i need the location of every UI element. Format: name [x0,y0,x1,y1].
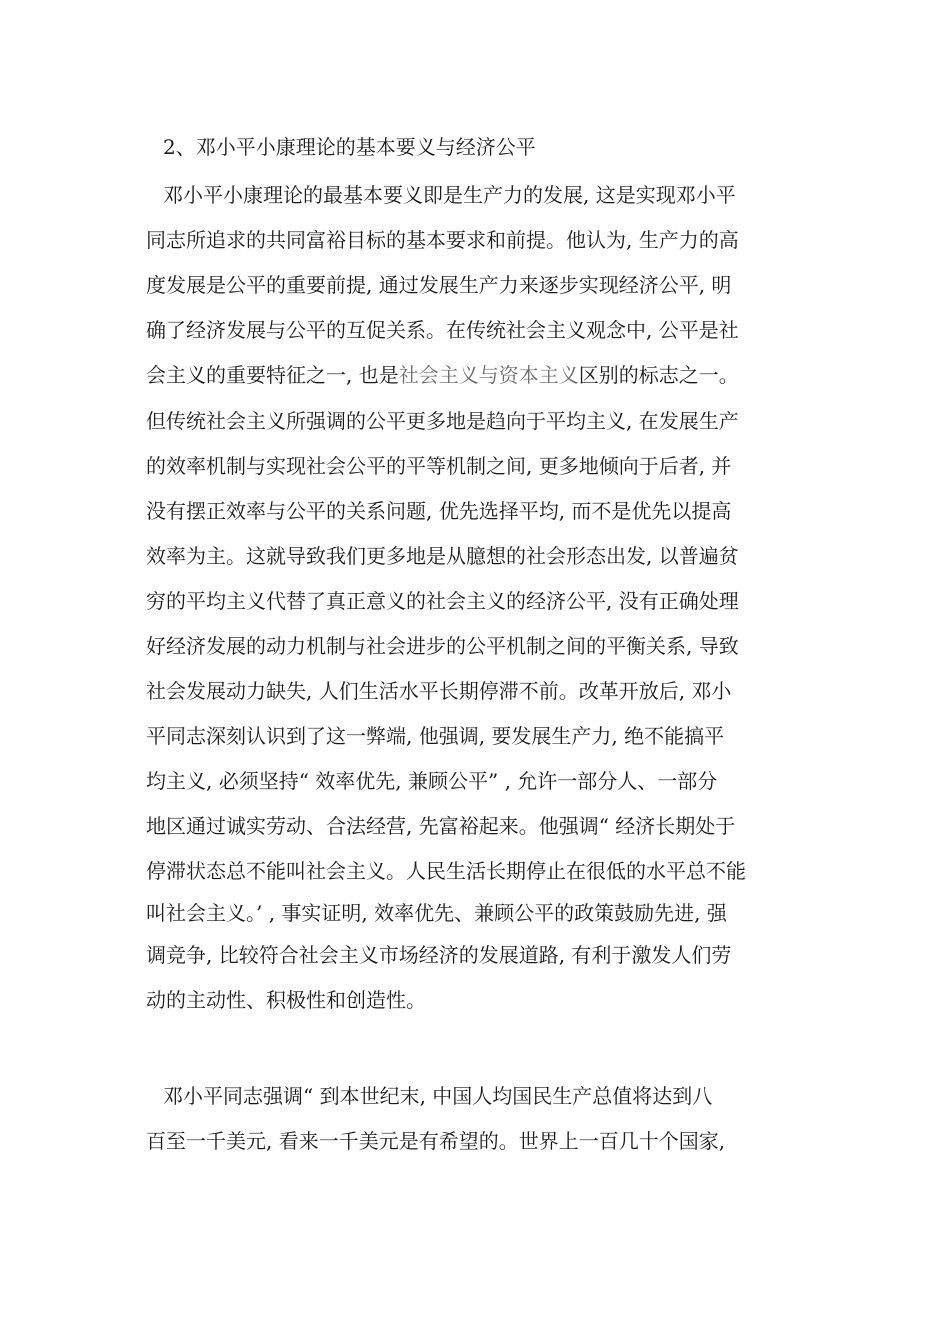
paragraph-line: 没有摆正效率与公平的关系问题, 优先选择平均, 而不是优先以提高 [146,499,732,523]
line-text: 会主义的重要特征之一, 也是 [146,363,399,387]
paragraph-line: 效率为主。这就导致我们更多地是从臆想的社会形态出发, 以普遍贫 [146,544,739,568]
paragraph-line: 动的主动性、积极性和创造性。 [146,988,426,1012]
paragraph-line: 度发展是公平的重要前提, 通过发展生产力来逐步实现经济公平, 明 [146,273,732,297]
paragraph-line: 穷的平均主义代替了真正意义的社会主义的经济公平, 没有正确处理 [146,589,739,613]
paragraph-line: 调竞争, 比较符合社会主义市场经济的发展道路, 有利于激发人们劳 [146,943,732,967]
paragraph-line: 邓小平小康理论的最基本要义即是生产力的发展, 这是实现邓小平 [163,183,736,207]
paragraph-line: 百至一千美元, 看来一千美元是有希望的。世界上一百几十个国家, [146,1129,726,1153]
paragraph-line: 停滞状态总不能叫社会主义。人民生活长期停止在很低的水平总不能 [146,859,746,883]
paragraph-line: 平同志深刻认识到了这一弊端, 他强调, 要发展生产力, 绝不能搞平 [146,724,725,748]
hyperlink-text[interactable]: 社会主义与资本主义 [398,363,579,387]
paragraph-line: 地区通过诚实劳动、合法经营, 先富裕起来。他强调“ 经济长期处于 [146,814,736,838]
paragraph-line: 均主义, 必须坚持“ 效率优先, 兼顾公平” , 允许一部分人、一部分 [146,769,718,793]
section-heading: 2、邓小平小康理论的基本要义与经济公平 [163,135,536,159]
paragraph-line: 社会发展动力缺失, 人们生活水平长期停滞不前。改革开放后, 邓小 [146,679,732,703]
paragraph-line: 同志所追求的共同富裕目标的基本要求和前提。他认为, 生产力的高 [146,228,739,252]
paragraph-line: 的效率机制与实现社会公平的平等机制之间, 更多地倾向于后者, 并 [146,454,732,478]
line-text: 区别的标志之一。 [578,363,739,387]
paragraph-line: 好经济发展的动力机制与社会进步的公平机制之间的平衡关系, 导致 [146,634,739,658]
paragraph-line: 但传统社会主义所强调的公平更多地是趋向于平均主义, 在发展生产 [146,409,739,433]
paragraph-line: 邓小平同志强调“ 到本世纪末, 中国人均国民生产总值将达到八 [163,1084,713,1108]
paragraph-line: 确了经济发展与公平的互促关系。在传统社会主义观念中, 公平是社 [146,318,739,342]
paragraph-line: 叫社会主义。’ , 事实证明, 效率优先、兼顾公平的政策鼓励先进, 强 [146,901,727,925]
paragraph-line [146,360,739,390]
